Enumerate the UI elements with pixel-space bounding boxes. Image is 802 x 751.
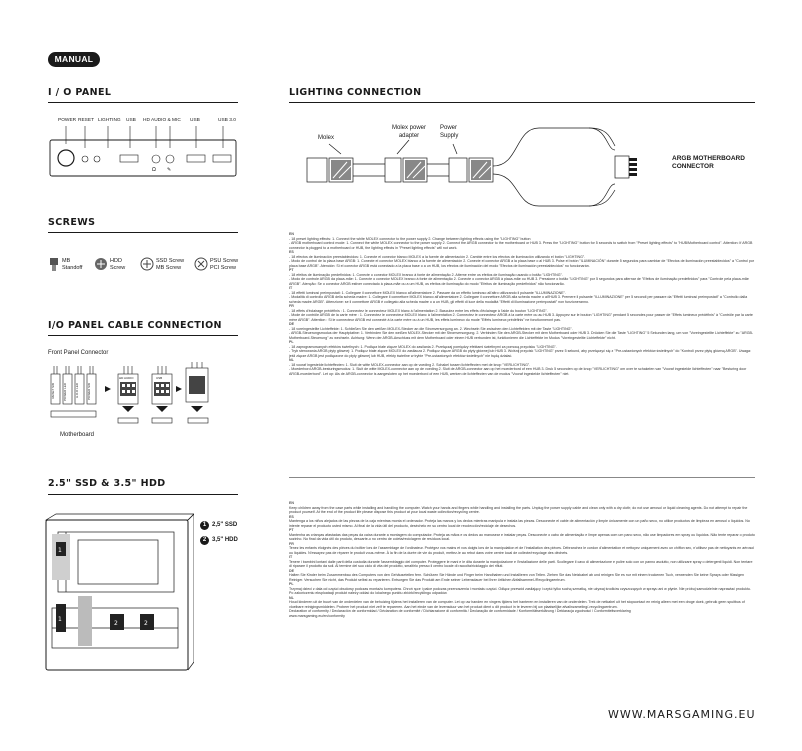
paragraph: Tenez les enfants éloignés des pièces du boîtier lors de l'assemblage de l'ordinateur. Protégez vos mains et vos doigts lors de la manipulation et de l'installation des pièces. Débranchez le cordon d'alimentation et nettoyez uniquement avec un chiffon sec, n'utilisez pas de nettoyants en aérosol ou liquides. N'essayez pas de réparer le produit vous-même. À la fin de la durée de vie du produit, mettez-le au rebut dans votre centre local de collecte/recyclage des déchets. [289,546,755,555]
io-label-reset: RESET [78,118,94,123]
io-label-usb3: USB 3.0 [218,118,236,123]
paragraph: Declaration of conformity / Declaración de conformidad / Déclaration de conformité / Dichiarazione di conformità / Declaração de conformidade / Konformitätserklärung / Deklaracja zgodności / Conformiteitsverklaring [289,609,631,613]
language-tag: DE [289,322,294,326]
language-tag: EN [289,501,294,505]
language-tag: EN [289,232,294,236]
conn-label-power-sw: POWER SW [87,383,91,400]
lighting-diagram [289,120,669,210]
language-tag: ES [289,514,294,519]
case-illustration [38,512,194,676]
paragraph: - Tryb sterowania ARGB płyty głównej: 1. Podłącz białe złącze MOLEX do zasilacza 2. Podłącz złącze ARGB do płyty głównej lub HUB 3. Wciśnij przycisk "LIGHTING" przez 5 sekund, aby przełączyć się z "Pre-ustawionych efektów świetlnych" do "Kontroli przez płytę główną ARGB". Uwaga: jeśli złącze ARGB jest podłączone do płyty głównej lub HUB, efekty świetlne w trybie "Pre-ustawionych efektów świetlnych" nie będą działać. [289,349,752,358]
paragraph: - 18 effetti luminosi preimpostati: 1. Collegare il connettore MOLEX bianco all'alimentatore 2. Passare da un effetto luminoso all'altro utilizzando il pulsante "ILLUMINAZIONE". [289,290,566,295]
svg-text:Ω: Ω [152,167,156,173]
lighting-instructions [289,232,755,465]
screw-sublabel-1: Standoff [62,265,83,271]
screw-label-3: SSD Screw [156,258,185,264]
manual-badge: MANUAL [48,52,100,67]
language-tag: PL [289,340,294,344]
screw-sublabel-2: Screw [110,265,126,271]
paragraph: Trzymaj dzieci z dala od części obudowy podczas montażu komputera. Chroń ręce i palce podczas przenoszenia i montażu części. Odłącz przewód zasilający i czyść tylko suchą szmatką, nie używaj środków czyszczących w sprayu ani w płynie. Nie próbuj samodzielnie naprawiać produktu. Po zakończeniu eksploatacji produkt należy oddać do lokalnego punktu zbiórki/recyklingu odpadów. [289,586,751,595]
language-tag: PT [289,268,294,272]
svg-text:1: 1 [58,547,62,554]
io-label-usb: USB [126,118,136,123]
section-rule [48,102,238,103]
io-label-hd-audio: HD AUDIO & MIC [143,118,181,123]
screws-row [48,255,243,277]
section-rule [48,232,238,233]
screw-sublabel-4: PCI Screw [210,265,236,271]
paragraph: - 18 efeitos de iluminação predefinidos: 1. Conecte o conector MOLEX branco à fonte de alimentação 2. Alterne entre os efeitos de iluminação usando o botão "LIGHTING". [289,272,563,277]
section-title-storage: 2.5" SSD & 3.5" HDD [48,478,166,489]
paragraph: Keep children away from the case parts while installing and handling the computer. Watch your hands and fingers while handling and installing the parts. Unplug the power supply cable and clean only with a dry cloth; do not use aerosol or liquid cleaning agents. Do not attempt to repair the product yourself. At the end of the product life please dispose this product at your local waste collection/recycling centre. [289,505,748,514]
front-panel-label: Front Panel Connector [48,350,109,356]
molex-adapter-label: Molex power adapter [391,125,426,139]
language-tag: IT [289,286,293,290]
paragraph: Mantenha as crianças afastadas das peças da caixa durante a montagem do computador. Proteja as mãos e os dedos ao manusear e instalar peças. Desconecte o cabo de alimentação e limpe apenas com um pano seco, não use limpadores em spray ou líquidos. Não tente reparar o produto sozinho. No final da vida útil do produto, descarte-o no centro de coleta/reciclagem de resíduos local. [289,532,755,541]
separator-line [289,477,755,478]
screw-label-4: PSU Screw [210,258,239,264]
language-tag: NL [289,358,294,362]
legend-badge-1: 1 [200,521,209,530]
svg-text:1: 1 [58,616,62,623]
paragraph: Houd kinderen uit de buurt van de onderdelen van de behuizing tijdens het installeren van de computer. Let op uw handen en vingers tijdens het hanteren en installeren van de onderdelen. Trek de netkabel uit het stopcontact en reinig alleen met een droge doek, gebruik geen spuitbus of vloeibare reinigingsmiddelen. Probeer het product niet zelf te repareren. Aan het einde van de levensduur van het product dient u dit product in te leveren bij uw plaatselijke afvalinzameling/-recyclingcentrum. [289,600,745,609]
paragraph: - 18 effets d'éclairage prédéfinis : 1. Connectez le connecteur MOLEX blanc à l'alimentation 2. Basculez entre les effets d'éclairage à l'aide du bouton "LIGHTING". [289,308,548,313]
section-rule [48,335,238,336]
paragraph: - 18 zaprogramowanych efektów świetlnych: 1. Podłącz białe złącze MOLEX do zasilania 2. Przełączaj pomiędzy efektami świetlnymi za pomocą przycisku "LIGHTING". [289,344,557,349]
argb-connector-label: ARGB MOTHERBOARD CONNECTOR [672,155,745,170]
paragraph: Tenere i bambini lontani dalle parti della custodia durante l'assemblaggio del computer. Proteggere le mani e le dita durante la manipolazione e l'installazione delle parti. Scollegare il cavo di alimentazione e pulire solo con un panno asciutto, non utilizzare spray o detergenti liquidi. Non tentare di riparare il prodotto da soli. Al termine del suo ciclo di vita del prodotto, smaltirlo presso il centro locale di raccolta/riciclaggio dei rifiuti. [289,559,753,568]
paragraph: - ARGB motherboard control mode: 1. Connect the white MOLEX connector to the power supply 2. Connect the ARGB connector to the motherboard or HUB 3. Press the "LIGHTING" button for 5 seconds to switch from "Preset lighting effects" to "HUB/Motherboard control". Attention: If ARGB connector is plugged to a motherboard or HUB, the lighting effects in "Preset lighting effects" will not work. [289,241,753,250]
safety-instructions [289,501,755,705]
paragraph: - ARGB-Steuerungsmodus der Hauptplatine: 1. Verbinden Sie den weißen MOLEX-Stecker mit der Stromversorgung. 2. Verbinden Sie den ARGB-Stecker mit dem Motherboard oder HUB 3. Drücken Sie die Taste "LIGHTING" 5 Sekunden lang, um von "Voreingestellte Lichteffekte" zu "ARGB-Motherboard-Steuerung" zu wechseln. Achtung: Wenn der ARGB-Anschluss mit dem Motherboard oder einem HUB verbunden ist, funktionieren die Lichteffekte im Modus "Voreingestellte Lichteffekte" nicht. [289,331,754,340]
paragraph: - Modo de controle ARGB da placa-mãe: 1. Conecte o conector MOLEX branco à fonte de alimentação 2. Conecte o conector ARGB à placa-mãe ou HUB 3. Pressione o botão "LIGHTING" por 5 segundos para alternar de "Efeitos de iluminação predefinidos" para "Controle pela placa-mãe ARGB". Atenção: Se o conector ARGB estiver conectado à placa-mãe ou a um HUB, os efeitos de iluminação do modo "Efeitos de iluminação predefinidos" não funcionarão. [289,277,749,286]
paragraph: - Mode de contrôle ARGB de la carte mère : 1. Connectez le connecteur MOLEX blanc à l'alimentation 2. Connectez le connecteur ARGB à la carte mère ou au HUB 3. Appuyez sur le bouton "LIGHTING" pendant 5 secondes pour passer de "Effets lumineux prédéfinis" à "Contrôle par la carte mère ARGB". Attention : Si le connecteur ARGB est connecté à la carte mère ou à un HUB, les effets lumineux du mode "Effets lumineux prédéfinis" ne fonctionneront pas. [289,313,753,322]
paragraph: Mantenga a los niños alejados de las piezas de la caja mientras monta el ordenador. Proteja las manos y los dedos mientras manipula e instala las piezas. Desconecte el cable de alimentación y limpie únicamente con un paño seco, no utilice productos de limpieza en aerosol o líquidos. No intente reparar el producto usted mismo. Al final de la vida útil del producto, deséchelo en su centro local de recolección/reciclaje de desechos. [289,519,750,528]
io-label-usb-2: USB [190,118,200,123]
paragraph: - 18 vooraf ingestelde lichteffecten: 1. Sluit de witte MOLEX-connector aan op de voeding 2. Schakel tussen lichteffecten met de knop "VERLICHTING". [289,362,531,367]
legend-hdd: 3,5" HDD [212,537,238,543]
psu-screw-icon [194,257,208,271]
language-tag: NL [289,595,294,600]
paragraph: Halten Sie Kinder beim Zusammenbau des Computers von den Gehäuseteilen fern. Schützen Sie Hände und Finger beim Handhaben und Installieren von Teilen. Ziehen Sie das Netzkabel ab und reinigen Sie es nur mit einem trockenen Tuch, verwenden Sie keine Sprays oder flüssigen Reiniger. Versuchen Sie nicht, das Produkt selbst zu reparieren. Entsorgen Sie das Produkt am Ende seiner Lebensdauer bei Ihrer örtlichen Abfallsammel-/Recyclingzentrum. [289,573,745,582]
conn-label-power-led: POWER LED [63,383,67,402]
screw-sublabel-3: MB Screw [156,265,182,271]
paragraph: - Modo de control de la placa base ARGB: 1. Conecte el conector MOLEX blanco a la fuente de alimentación 2. Conecte el conector ARGB a la placa base o al HUB 3. Pulse el botón "ILUMINACIÓN" durante 5 segundos para cambiar de "Efectos de iluminación preestablecidos" a "Control por placa base ARGB". Atención: Si el conector ARGB está conectado a la placa base o a un HUB, los efectos de iluminación del modo "Efectos de iluminación preestablecidos" no funcionarán. [289,259,755,268]
language-tag: FR [289,304,294,308]
legend-ssd: 2,5" SSD [212,522,238,528]
section-title-io-cable: I/O PANEL CABLE CONNECTION [48,320,222,331]
paragraph: - Modalità di controllo ARGB della scheda madre: 1. Collegare il connettore MOLEX bianco all'alimentatore 2. Collegare il connettore ARGB alla scheda madre o all'HUB 3. Premere il pulsante "ILLUMINAZIONE" per 5 secondi per passare da "Effetti luminosi preimpostati" a "Controllo dalla scheda madre ARGB". Attenzione: se il connettore ARGB è collegato alla scheda madre o a un HUB, gli effetti di luce della modalità "Effetti di illuminazione preimpostati" non funzioneranno. [289,295,748,304]
io-label-power: POWER [58,118,77,123]
section-rule [48,494,238,495]
svg-text:✎: ✎ [167,167,172,173]
paragraph: - 18 preset lighting effects: 1. Connect the white MOLEX connector to the power supply 2. Change between lighting effects using the "LIGHTING" button [289,236,531,241]
conn-label-reset: RESET SW [51,383,55,399]
website-link[interactable]: WWW.MARSGAMING.EU [608,708,756,721]
language-tag: ES [289,250,294,254]
section-title-io-panel: I / O PANEL [48,87,112,98]
language-tag: PL [289,582,294,586]
section-rule [289,102,755,103]
io-label-lighting: LIGHTING [98,118,121,123]
legend-badge-2: 2 [200,536,209,545]
paragraph: - 18 efectos de iluminación preestablecidos: 1. Conecte el conector blanco MOLEX a la fuente de alimentación 2. Cambie entre los efectos de iluminación utilizando el botón "LIGHTING". [289,254,586,259]
screw-label-1: MB [62,258,71,264]
molex-label: Molex [318,135,335,141]
ssd-screw-icon [140,257,154,271]
language-tag: PT [289,528,294,532]
conn-label-hd-audio: HD AUDIO [119,376,134,380]
language-tag: DE [289,568,294,573]
power-supply-label: Power Supply [440,125,459,139]
section-title-screws: SCREWS [48,217,96,228]
language-tag: FR [289,541,294,546]
conn-label-hdd-led: H.D.D LED [75,383,79,398]
paragraph: - 18 voreingestellte Lichteffekte: 1. Schließen Sie den weißen MOLEX-Stecker an die Stromversorgung an. 2. Wechseln Sie zwischen den Lichteffekten mit der Taste "LIGHTING". [289,326,573,331]
language-tag: IT [289,555,293,559]
section-title-lighting: LIGHTING CONNECTION [289,87,422,98]
io-cable-diagram [48,360,248,442]
svg-text:2: 2 [144,620,148,627]
hdd-screw-icon [94,257,108,271]
screw-label-2: HDD [110,258,122,264]
paragraph: - Moederbord ARGB-besturingsmodus: 1. Sluit de witte MOLEX-connector aan op de voeding 2. Sluit de ARGB-connector aan op het moederbord of een HUB 3. Druk 5 seconden op de knop "VERLICHTING" om over te schakelen van "Vooraf ingestelde lichteffecten" naar "Besturing door ARGB-moederbord". Let op: Als de ARGB-connector is aangesloten op het moederbord of een HUB, werken de lichteffecten van de modus "Vooraf ingestelde lichteffecten" niet. [289,367,747,376]
conn-label-usb: USB [156,376,163,380]
io-panel-illustration [48,126,238,180]
io-panel-diagram [48,118,238,180]
standoff-icon [48,258,60,272]
svg-text:2: 2 [114,620,118,627]
motherboard-label: Motherboard [60,432,95,438]
paragraph: www.marsgaming.eu/en/conformity [289,613,345,618]
